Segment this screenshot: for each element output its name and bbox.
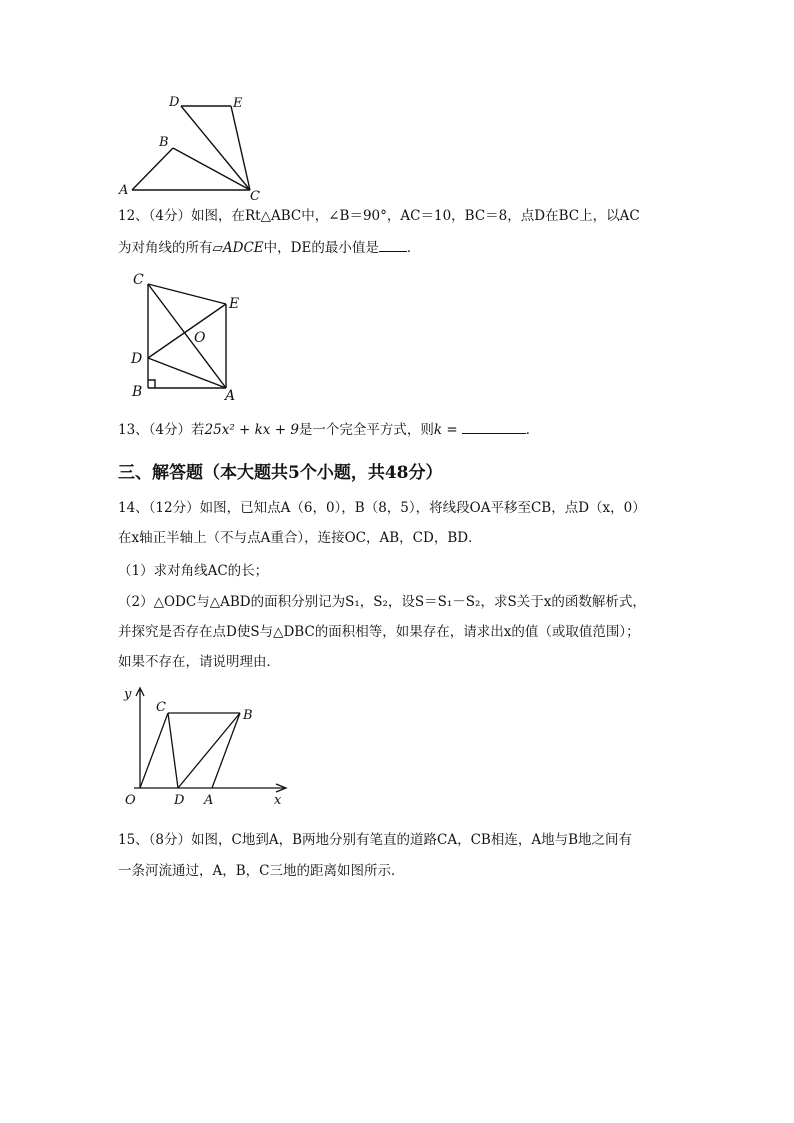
q12-line2-end: ． <box>406 240 421 256</box>
q14-part2-line1: （2）△ODC与△ABD的面积分别记为S₁，S₂，设S＝S₁－S₂，求S关于x的函数解析式， <box>118 594 646 610</box>
label-B: B <box>243 708 253 723</box>
figure-q14-coordinate-plane <box>118 684 298 810</box>
q15-line1: 15、（8分）如图，C地到A，B两地分别有笔直的道路CA，CB相连，A地与B地之间有 <box>118 832 633 848</box>
q13-end: ． <box>525 422 540 438</box>
q12-line2-pre: 为对角线的所有 <box>118 240 213 256</box>
label-A: A <box>119 183 129 198</box>
q12-answer-blank <box>379 239 407 252</box>
q12-line1: 12、（4分）如图，在Rt△ABC中，∠B＝90°，AC＝10，BC＝8，点D在BC上，以AC <box>118 208 640 224</box>
q13-answer-blank <box>462 421 526 434</box>
label-C: C <box>250 189 260 204</box>
label-O: O <box>125 793 136 808</box>
q13-k: k = <box>433 422 458 438</box>
label-B: B <box>132 384 143 400</box>
label-D: D <box>131 351 143 367</box>
label-E: E <box>233 96 243 111</box>
label-A: A <box>225 388 236 402</box>
q13-expression: 25x² + kx + 9 <box>204 422 299 438</box>
label-O: O <box>194 330 206 346</box>
label-x: x <box>274 793 282 808</box>
label-B: B <box>159 135 169 150</box>
q13-pre: 13、（4分）若 <box>118 422 205 438</box>
label-E: E <box>229 296 240 312</box>
label-A: A <box>204 793 214 808</box>
section-3-heading: 三、解答题（本大题共5个小题，共48分） <box>118 463 443 483</box>
q15-line2: 一条河流通过，A，B，C三地的距离如图所示． <box>118 863 405 879</box>
q12-parallelogram: ▱ADCE <box>212 240 264 256</box>
q14-part1: （1）求对角线AC的长； <box>118 563 269 579</box>
q14-part2-line3: 如果不存在，请说明理由． <box>118 654 280 670</box>
q12-line2 <box>118 238 420 258</box>
q12-line2-post: 中，DE的最小值是 <box>263 240 379 256</box>
label-y: y <box>124 687 132 702</box>
figure-top-triangles <box>115 92 275 204</box>
label-D: D <box>174 793 185 808</box>
label-C: C <box>133 272 144 288</box>
q14-line1: 14、（12分）如图，已知点A（6，0），B（8，5），将线段OA平移至CB，点D（x，0） <box>118 500 646 516</box>
label-D: D <box>169 95 180 110</box>
q14-part2-line2: 并探究是否存在点D使S与△DBC的面积相等，如果存在，请求出x的值（或取值范围）； <box>118 624 640 640</box>
q13-line <box>118 420 539 440</box>
q14-line2: 在x轴正半轴上（不与点A重合），连接OC，AB，CD，BD． <box>118 530 482 546</box>
q13-mid: 是一个完全平方式，则 <box>298 422 434 438</box>
label-C: C <box>156 700 166 715</box>
figure-q12-rectangle <box>128 268 248 402</box>
